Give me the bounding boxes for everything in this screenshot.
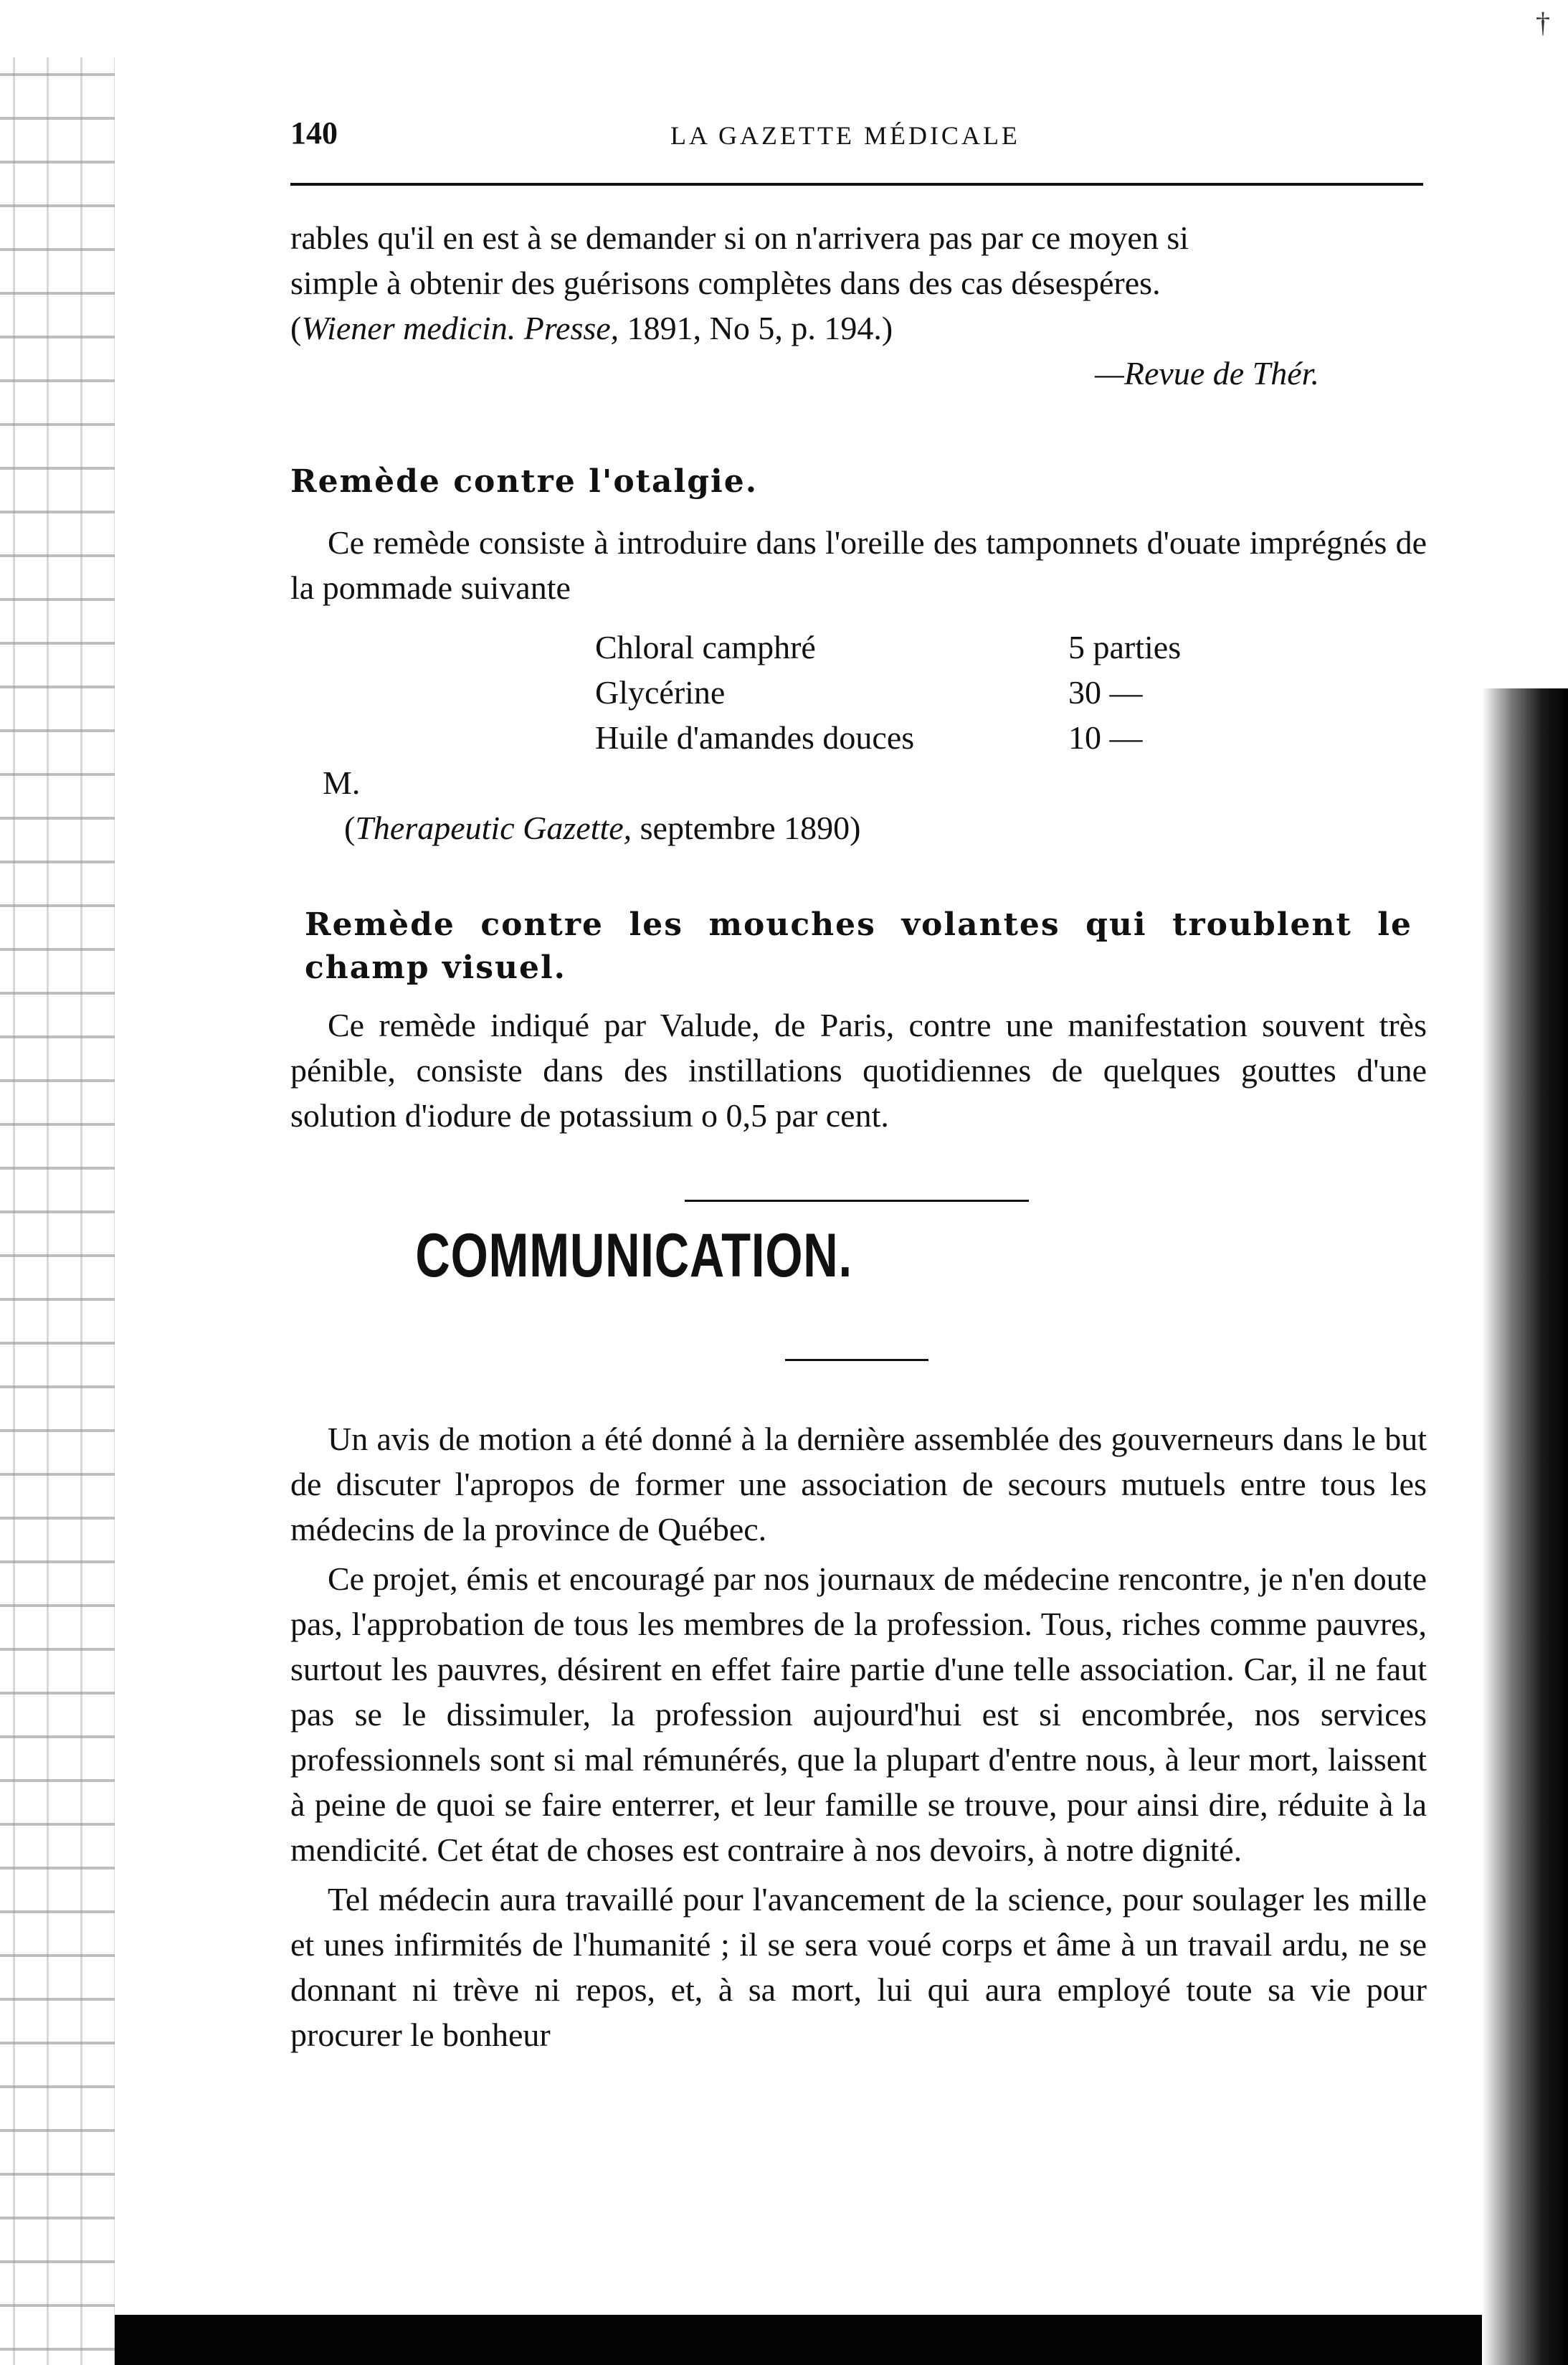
top-continuation [290,215,1427,396]
recipe-source: (Therapeutic Gazette, septembre 1890) [344,810,861,846]
section-title: COMMUNICATION. [415,1221,852,1290]
recipe-m: M. [323,764,361,801]
recipe-source-rest: septembre 1890) [632,810,861,846]
recipe-item-name: Glycérine [595,674,726,711]
recipe-item-qty: 5 parties [1068,629,1182,665]
citation: (Wiener medicin. Presse, 1891, No 5, p. 194.) [290,310,893,346]
page-number: 140 [290,115,338,151]
recipe-source-title: Therapeutic Gazette, [355,810,632,846]
section-mouches [290,904,1427,1138]
scan-right-edge [1482,688,1568,2365]
recipe-item-qty: 10 — [1068,719,1143,756]
section-communication [290,1221,1427,1290]
corner-mark: † [1536,6,1550,39]
paragraph: Tel médecin aura travaillé pour l'avancement de la science, pour soulager les mille et unes infirmités de l'humanité ; il se sera voué corps et âme à un travail ardu, ne se donnant ni trève ni repos, et, à sa mort, lui qui aura employé toute sa vie pour procurer le bonheur [290,1881,1427,2053]
recipe-list [595,625,1427,760]
divider [785,1359,928,1361]
citation-rest: 1891, No 5, p. 194.) [619,310,893,346]
scan-left-edge [0,57,115,2365]
paragraph: Ce projet, émis et encouragé par nos journaux de médecine rencontre, je n'en doute pas, l'approbation de tous les membres de la profession. Tous, riches comme pauvres, surtout les pauvres, désirent en effet faire partie d'une telle association. Car, il ne faut pas se le dissimuler, la profession aujourd'hui est si encombrée, nos services professionnels sont si mal rémunérés, que la plupart d'entre nous, à leur mort, laissent à peine de quoi se faire enterrer, et leur famille se trouve, pour ainsi dire, réduite à la mendicité. Cet état de choses est contraire à nos devoirs, à notre dignité. [290,1560,1427,1868]
running-head: LA GAZETTE MÉDICALE [670,121,1020,150]
section-heading: Remède contre l'otalgie. [290,463,759,500]
signature: —Revue de Thér. [1095,355,1319,392]
paragraph: Un avis de motion a été donné à la dernière assemblée des gouverneurs dans le but de discuter l'apropos de former une association de secours mutuels entre tous les médecins de la province de Québec. [290,1421,1427,1548]
text-line: rables qu'il en est à se demander si on n'arrivera pas par ce moyen si [290,219,1189,256]
section-heading: Remède contre les mouches volantes qui troublent le champ visuel. [305,906,1412,986]
section-intro: Ce remède consiste à introduire dans l'oreille des tamponnets d'ouate imprégnés de la pommade suivante [290,524,1427,606]
header-rule [290,183,1423,186]
recipe-item-name: Huile d'amandes douces [595,719,915,756]
text-line: simple à obtenir des guérisons complètes dans des cas désespéres. [290,265,1161,301]
scan-bottom-edge [115,2315,1482,2365]
citation-source: Wiener medicin. Presse, [301,310,619,346]
recipe-item-qty: 30 — [1068,674,1143,711]
page-header [290,115,1438,172]
communication-body [290,1416,1427,2057]
section-otalgie [290,459,1427,850]
section-body: Ce remède indiqué par Valude, de Paris, contre une manifestation souvent très pénible, consiste dans des instillations quotidiennes de quelques gouttes d'une solution d'iodure de potassium o 0,5 par cent. [290,1007,1427,1134]
recipe-item-name: Chloral camphré [595,629,816,665]
divider [685,1200,1029,1202]
